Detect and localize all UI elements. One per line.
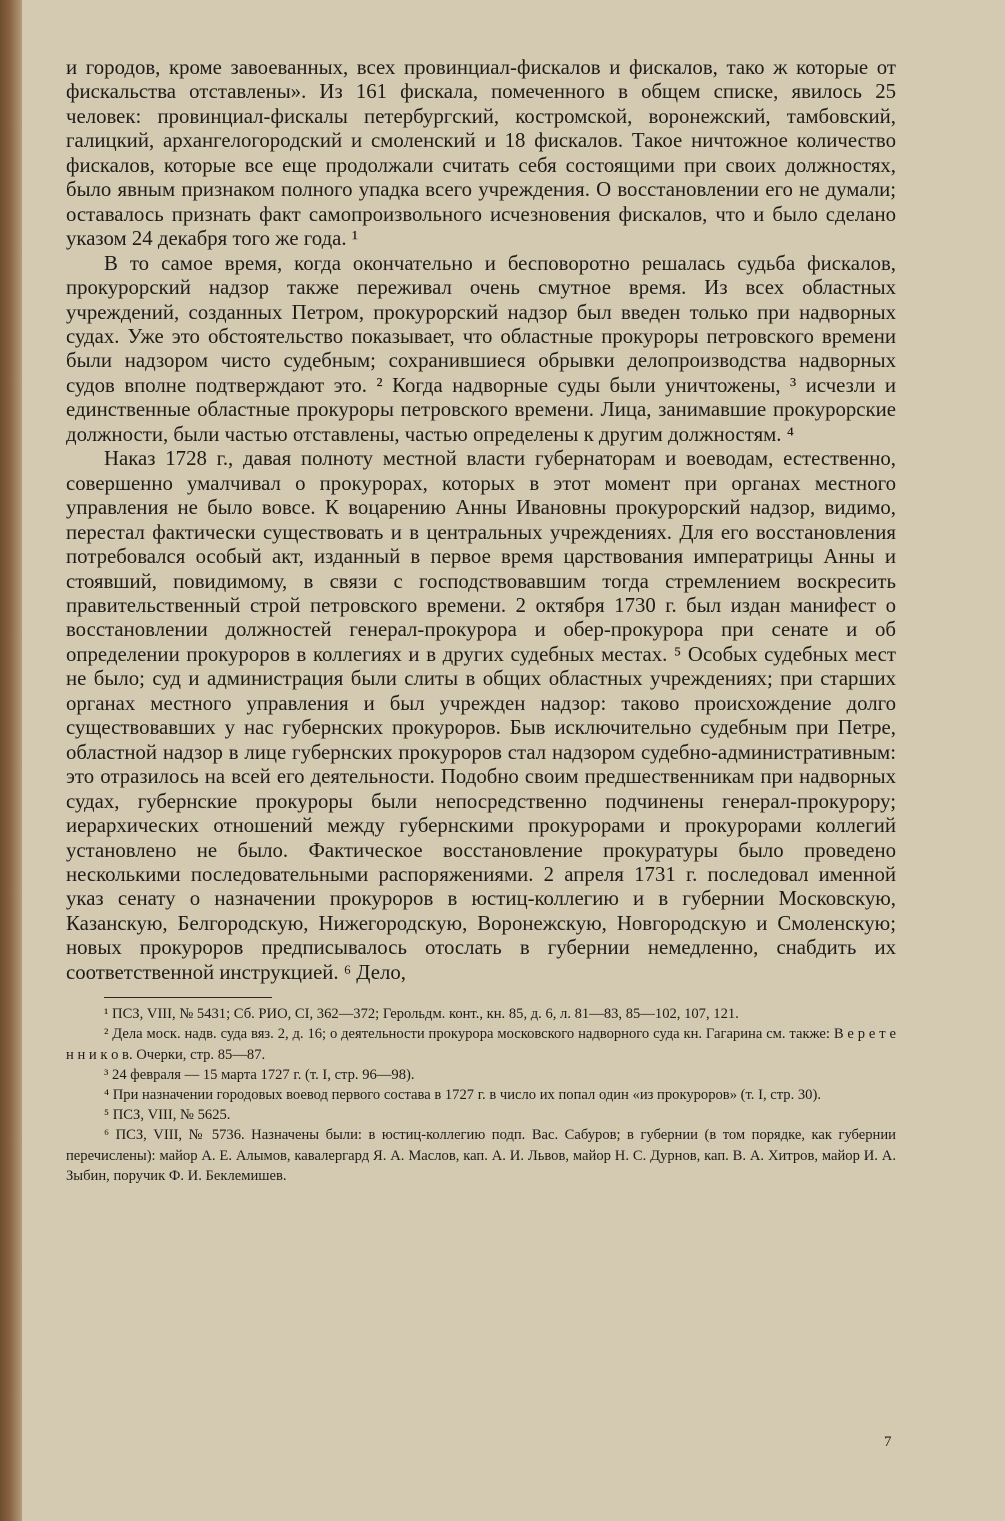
text-block <box>66 56 896 1186</box>
footnote-5: ⁵ ПСЗ, VIII, № 5625. <box>104 1107 231 1124</box>
footnote-2: ² Дела моск. надв. суда вяз. 2, д. 16; о деятельности прокурора московского надворного суда кн. Гагарина см. также: В е р е т е н н и к о в. Очерки, стр. 85—87. <box>66 1026 896 1063</box>
footnote-4: ⁴ При назначении городовых воевод первого состава в 1727 г. в число их попал один «из прокуроров» (т. I, стр. 30). <box>104 1087 821 1104</box>
paragraph-1: и городов, кроме завоеванных, всех провинциал-фискалов и фискалов, тако ж которые от фискальства отставлены». Из 161 фискала, помеченного в общем списке, явилось 25 человек: провинциал-фискалы петербургский, костромской, воронежский, тамбовский, галицкий, архангелогородский и смоленский и 18 фискалов. Такое ничтожное количество фискалов, которые все еще продолжали считать себя состоящими при своих должностях, было явным признаком полного упадка всего учреждения. О восстановлении его не думали; оставалось признать факт самопроизвольного исчезновения фискалов, что и было сделано указом 24 декабря того же года. ¹ <box>66 56 896 251</box>
footnotes <box>66 1004 896 1186</box>
paragraph-3: Наказ 1728 г., давая полноту местной власти губернаторам и воеводам, естественно, совершенно умалчивал о прокурорах, которых в этот момент при органах местного управления не было вовсе. К воцарению Анны Ивановны прокурорский надзор, видимо, перестал фактически существовать и в центральных учреждениях. Для его восстановления потребовался особый акт, изданный в первое время царствования императрицы Анны и стоявший, повидимому, в связи с господствовавшим тогда стремлением воскресить правительственный строй петровского времени. 2 октября 1730 г. был издан манифест о восстановлении должностей генерал-прокурора и обер-прокурора при сенате и об определении прокуроров в коллегиях и в других судебных местах. ⁵ Особых судебных мест не было; суд и администрация были слиты в общих областных учреждениях; при старших органах местного управления и был учрежден надзор: таково происхождение долго существовавших у нас губернских прокуроров. Быв исключительно судебным при Петре, областной надзор в лице губернских прокуроров стал надзором судебно-административным: это отразилось на всей его деятельности. Подобно своим предшественникам при надворных судах, губернские прокуроры были непосредственно подчинены генерал-прокурору; иерархических отношений между губернскими прокурорами и прокурорами коллегий установлено не было. Фактическое восстановление прокуратуры было проведено несколькими последовательными распоряжениями. 2 апреля 1731 г. последовал именной указ сенату о назначении прокуроров в юстиц-коллегию и в губернии Московскую, Казанскую, Белгородскую, Нижегородскую, Воронежскую, Новгородскую и Смоленскую; новых прокуроров предписывалось отослать в губернии немедленно, снабдить их соответственной инструкцией. ⁶ Дело, <box>66 447 896 984</box>
page-number: 7 <box>884 1434 892 1450</box>
footnote-separator <box>104 997 272 998</box>
footnote-6: ⁶ ПСЗ, VIII, № 5736. Назначены были: в юстиц-коллегию подп. Вас. Сабуров; в губернии (в том порядке, как губернии перечислены): майор А. Е. Алымов, кавалергард Я. А. Маслов, кап. А. И. Львов, майор Н. С. Дурнов, кап. В. А. Хитров, майор И. А. Зыбин, поручик Ф. И. Беклемишев. <box>66 1127 896 1184</box>
paragraph-2: В то самое время, когда окончательно и бесповоротно решалась судьба фискалов, прокурорский надзор также переживал очень смутное время. Из всех областных учреждений, созданных Петром, прокурорский надзор был введен только при надворных судах. Уже это обстоятельство показывает, что областные прокуроры петровского времени были надзором чисто судебным; сохранившиеся обрывки делопроизводства надворных судов вполне подтверждают это. ² Когда надворные суды были уничтожены, ³ исчезли и единственные областные прокуроры петровского времени. Лица, занимавшие прокурорские должности, были частью отставлены, частью определены к другим должностям. ⁴ <box>66 251 896 446</box>
main-text <box>66 56 896 985</box>
footnote-3: ³ 24 февраля — 15 марта 1727 г. (т. I, стр. 96—98). <box>104 1066 415 1083</box>
footnote-1: ¹ ПСЗ, VIII, № 5431; Сб. РИО, CI, 362—372; Герольдм. конт., кн. 85, д. 6, л. 81—83, 85—102, 107, 121. <box>104 1006 739 1023</box>
book-spine-shadow <box>0 0 22 1521</box>
